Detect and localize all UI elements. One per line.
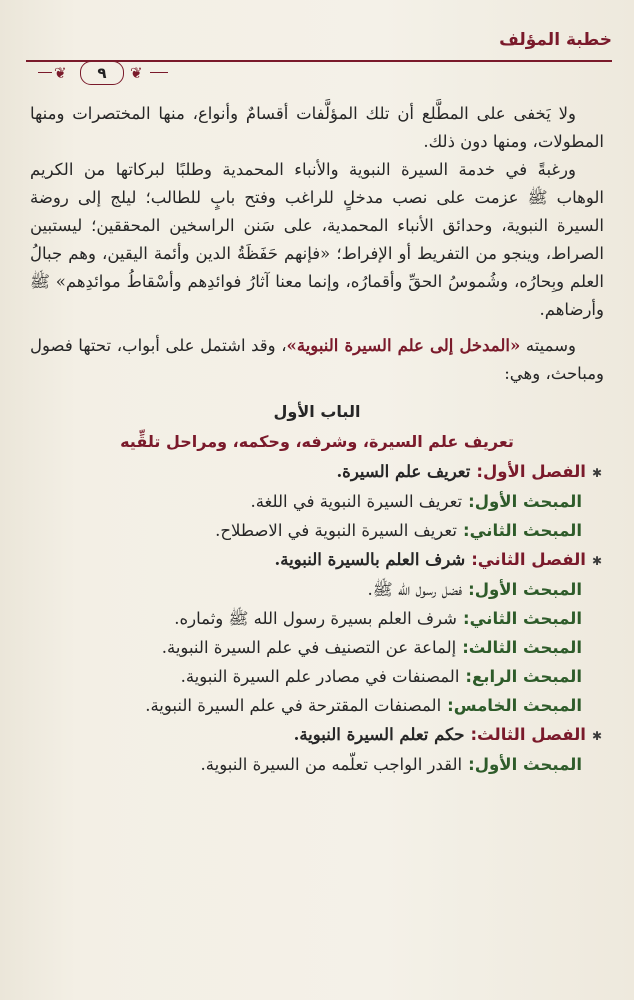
toc-text: المصنفات في مصادر علم السيرة النبوية.	[180, 667, 460, 686]
toc-subsection	[30, 606, 604, 632]
toc-label: المبحث الثالث:	[462, 638, 582, 657]
book-title: «المدخل إلى علم السيرة النبوية»	[286, 336, 521, 355]
toc-subsection	[30, 518, 604, 544]
toc-text: إلماعة عن التصنيف في علم السيرة النبوية.	[161, 638, 457, 657]
p3-before: وسميته	[520, 336, 576, 355]
asterisk-star-icon: ✱	[591, 554, 602, 568]
toc-text: تعريف السيرة النبوية في الاصطلاح.	[215, 521, 457, 540]
toc-subsection	[30, 489, 604, 515]
toc-label: المبحث الثاني:	[462, 609, 582, 628]
table-of-contents	[30, 459, 604, 778]
toc-text: تعريف علم السيرة.	[336, 462, 471, 481]
header-title: خطبة المؤلف	[499, 30, 612, 50]
page-number: ٩	[80, 61, 124, 85]
floral-ornament-icon: ❦	[54, 64, 67, 82]
asterisk-star-icon: ✱	[591, 466, 602, 480]
toc-text: القدر الواجب تعلّمه من السيرة النبوية.	[200, 755, 463, 774]
paragraph-1: ولا يَخفى على المطَّلع أن تلك المؤلَّفات أقسامٌ وأنواع، منها المختصرات ومنها المطولات، ومنها دون ذلك.	[30, 104, 604, 151]
toc-chapter-section	[30, 547, 604, 574]
toc-chapter-section	[30, 722, 604, 749]
floral-ornament-icon: ❦	[130, 64, 143, 82]
running-header	[26, 30, 612, 60]
toc-label: المبحث الثاني:	[462, 521, 582, 540]
chapter-subtitle: تعريف علم السيرة، وشرفه، وحكمه، ومراحل تلقِّيه	[120, 432, 514, 451]
toc-chapter-section	[30, 459, 604, 486]
toc-subsection	[30, 693, 604, 719]
toc-label: الفصل الثاني:	[471, 550, 586, 569]
toc-text: شرف العلم بالسيرة النبوية.	[274, 550, 466, 569]
paragraph-3	[30, 332, 604, 388]
toc-text: المصنفات المقترحة في علم السيرة النبوية.	[145, 696, 442, 715]
toc-label: المبحث الرابع:	[465, 667, 582, 686]
p3-after: ، وقد اشتمل على أبواب، تحتها فصول ومباحث، وهي:	[30, 336, 604, 383]
toc-subsection	[30, 577, 604, 603]
page-body	[30, 100, 604, 781]
toc-subsection	[30, 635, 604, 661]
toc-label: المبحث الأول:	[468, 492, 582, 511]
toc-label: المبحث الأول:	[468, 755, 582, 774]
toc-label: الفصل الأول:	[476, 462, 586, 481]
toc-label: الفصل الثالث:	[470, 725, 586, 744]
toc-subsection	[30, 752, 604, 778]
toc-text: تعريف السيرة النبوية في اللغة.	[250, 492, 463, 511]
paragraph-2: ورغبةً في خدمة السيرة النبوية والأنباء المحمدية وطلبًا لبركاتها من الكريم الوهاب ﷺ عزمت على نصب مدخلٍ للراغب وفتح بابٍ للطالب؛ ليلج إلى روضة السيرة النبوية، وحدائق الأنباء المحمدية، على سَنن الراسخين المحققين؛ ليستبين الصراط، وينجو من التفريط أو الإفراط؛ «فإنهم حَفَظَةُ الدين وأئمة اليقين، وهم جبالُ العلم وبِحارُه، وشُموسُ الحقِّ وأقمارُه، وإنما معنا آثارُ فوائدِهم وأسْقاطُ موائدِهم» ﷺ وأرضاهم.	[30, 160, 604, 319]
toc-text: شرف العلم بسيرة رسول الله ﷺ وثماره.	[174, 609, 457, 628]
toc-label: المبحث الأول:	[468, 580, 582, 599]
ornament-line-left	[38, 72, 52, 73]
page-number-ornament	[38, 60, 168, 86]
asterisk-star-icon: ✱	[591, 729, 602, 743]
toc-text: فضل رسول الله ﷺ.	[367, 580, 463, 599]
chapter-heading: الباب الأول	[273, 402, 361, 421]
ornament-line-right	[150, 72, 168, 73]
toc-text: حكم تعلم السيرة النبوية.	[293, 725, 465, 744]
toc-label: المبحث الخامس:	[447, 696, 582, 715]
toc-subsection	[30, 664, 604, 690]
